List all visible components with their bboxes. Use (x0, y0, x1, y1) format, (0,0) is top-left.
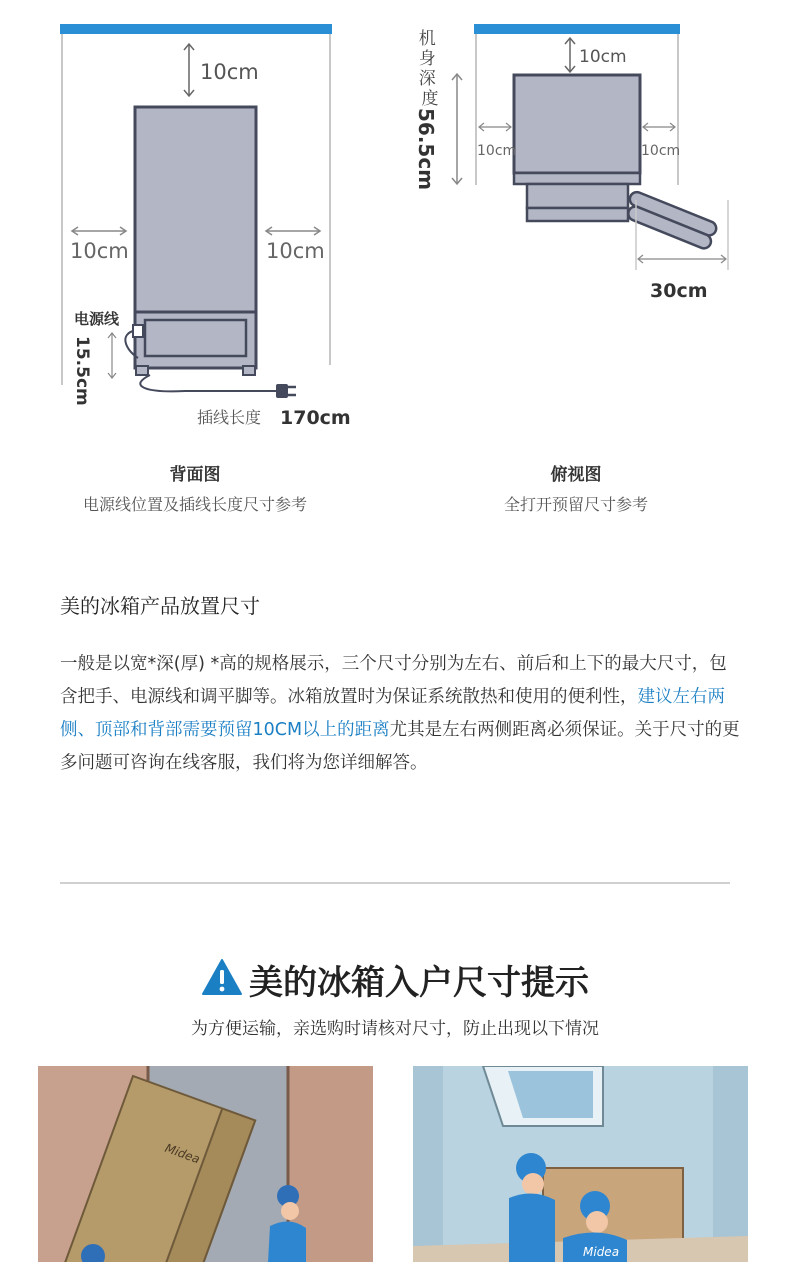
warning-triangle-icon (201, 958, 243, 1005)
placement-body-text (60, 648, 740, 780)
placement-text-highlight: 建议左右两侧、顶部和背部需要预留10CM以上的距离 (60, 687, 725, 740)
top-view-door-dim: 30cm (650, 280, 708, 302)
top-view-fridge-body (514, 75, 640, 173)
plug-icon (276, 384, 296, 398)
back-view-left-dim: 10cm (70, 239, 129, 263)
back-view-diagram (0, 0, 395, 450)
top-view-wall (474, 24, 680, 34)
top-view-right-dim: 10cm (641, 143, 681, 159)
top-view-depth-value: 56.5cm (414, 108, 438, 191)
placement-text-part1: 一般是以宽*深(厚) *高的规格展示，三个尺寸分别为左右、前后和上下的最大尺寸，包含把手、电源线和调平脚等。冰箱放置时为保证系统散热和使用的便利性， (60, 654, 727, 707)
back-view-plug-cord (140, 375, 276, 391)
back-view-plug-length-value: 170cm (280, 407, 351, 429)
stairwell-illustration (413, 1066, 748, 1262)
box-brand-left: Midea (163, 1140, 202, 1167)
section-divider (60, 882, 730, 884)
delivery-title (0, 955, 790, 1008)
back-view-height-dim: 15.5cm (72, 336, 92, 406)
back-view-top-arrow (184, 44, 194, 96)
top-view-top-dim: 10cm (579, 47, 627, 67)
delivery-subtitle: 为方便运输，亲选购时请核对尺寸，防止出现以下情况 (191, 1019, 599, 1039)
back-view-plug-length-label: 插线长度 (197, 408, 262, 427)
top-view-caption-title: 俯视图 (550, 465, 602, 485)
top-view-depth-label-char: 机 (418, 29, 436, 49)
top-view-diagram (395, 0, 790, 310)
doorway-illustration (38, 1066, 373, 1262)
delivery-title-text: 美的冰箱入户尺寸提示 (249, 963, 589, 1003)
back-view-wall (60, 24, 332, 34)
top-view-caption-sub: 全打开预留尺寸参考 (503, 495, 648, 514)
back-view-caption-sub: 电源线位置及插线长度尺寸参考 (82, 495, 307, 514)
back-view-right-dim: 10cm (266, 239, 325, 263)
back-view-top-dim: 10cm (200, 60, 259, 84)
top-view-left-dim: 10cm (477, 143, 517, 159)
back-view-caption-title: 背面图 (169, 465, 221, 485)
placement-text-part2: 尤其是左右两侧距离必须保证。关于尺寸的更多问题可咨询在线客服，我们将为您详细解答。 (60, 720, 740, 773)
placement-section-title: 美的冰箱产品放置尺寸 (60, 594, 260, 618)
back-view-fridge-body (135, 107, 256, 312)
back-view-power-cord-label: 电源线 (74, 310, 120, 328)
top-view-open-door (623, 190, 719, 250)
box-brand-right: Midea (583, 1245, 620, 1259)
top-view-depth-label: 机 身 深 度 (418, 29, 439, 109)
